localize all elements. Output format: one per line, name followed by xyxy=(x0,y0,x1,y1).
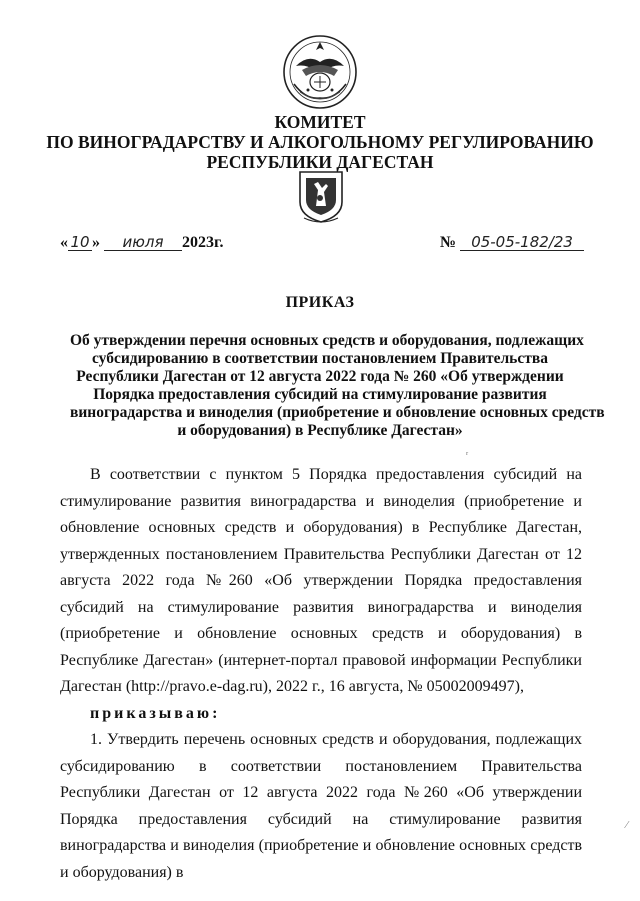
scan-speck: ᵣ xyxy=(466,446,469,457)
order-keyword: приказываю: xyxy=(90,704,221,722)
date-month: июля xyxy=(104,234,182,251)
order-item-1: 1. Утвердить перечень основных средств и оборудования, подлежащих субсидированию в соответствии постановлением Правительства Республики Дагестан от 12 августа 2022 года №260 «Об утверждении Порядка предоставления субсидий на стимулирование развития виноградарства и виноделия (приобретение и обновление основных средств и оборудования) в xyxy=(60,731,582,881)
date-year: 2023г. xyxy=(182,234,224,251)
number-prefix: № xyxy=(440,234,457,251)
document-body xyxy=(60,462,582,886)
subject-line: и оборудования) в Республике Дагестан» xyxy=(177,422,463,439)
document-title: ПРИКАЗ xyxy=(285,294,355,311)
subject-line: Порядка предоставления субсидий на стимулирование развития xyxy=(93,386,547,403)
coat-of-arms-emblem xyxy=(278,32,362,112)
date-close-quote: » xyxy=(92,234,100,251)
order-number xyxy=(440,234,584,252)
org-line-1: КОМИТЕТ xyxy=(274,112,366,132)
document-subject xyxy=(70,332,605,440)
subject-line: виноградарства и виноделия (приобретение и обновление основных средств xyxy=(70,404,605,421)
preamble-paragraph: В соответствии с пунктом 5 Порядка предоставления субсидий на стимулирование развития виноградарства и виноделия (приобретение и обновление основных средств и оборудования) в Республике Дагестан, утвержденных постановлением Правительства Республики Дагестан от 12 августа 2022 года №260 «Об утверждении Порядка предоставления субсидий на стимулирование развития виноградарства и виноделия (приобретение и обновление основных средств и оборудования) в Республике Дагестан» (интернет-портал правовой информации Республики Дагестан (http://pravo.e-dag.ru), 2022 г., 16 августа, № 05002009497), xyxy=(60,466,582,695)
subject-line: Об утверждении перечня основных средств и оборудования, подлежащих xyxy=(70,332,584,349)
scan-speck: ⁄ xyxy=(626,820,628,831)
subject-line: Республики Дагестан от 12 августа 2022 года № 260 «Об утверждении xyxy=(76,368,564,385)
org-line-3: РЕСПУБЛИКИ ДАГЕСТАН xyxy=(206,152,434,172)
number-value: 05-05-182/23 xyxy=(460,234,584,251)
committee-logo xyxy=(296,168,346,226)
date-open-quote: « xyxy=(60,234,68,251)
order-date xyxy=(60,234,223,252)
organization-name xyxy=(0,112,640,172)
subject-line: субсидированию в соответствии постановлением Правительства xyxy=(92,350,548,367)
date-day: 10 xyxy=(68,234,92,251)
org-line-2: ПО ВИНОГРАДАРСТВУ И АЛКОГОЛЬНОМУ РЕГУЛИРОВАНИЮ xyxy=(46,132,594,152)
